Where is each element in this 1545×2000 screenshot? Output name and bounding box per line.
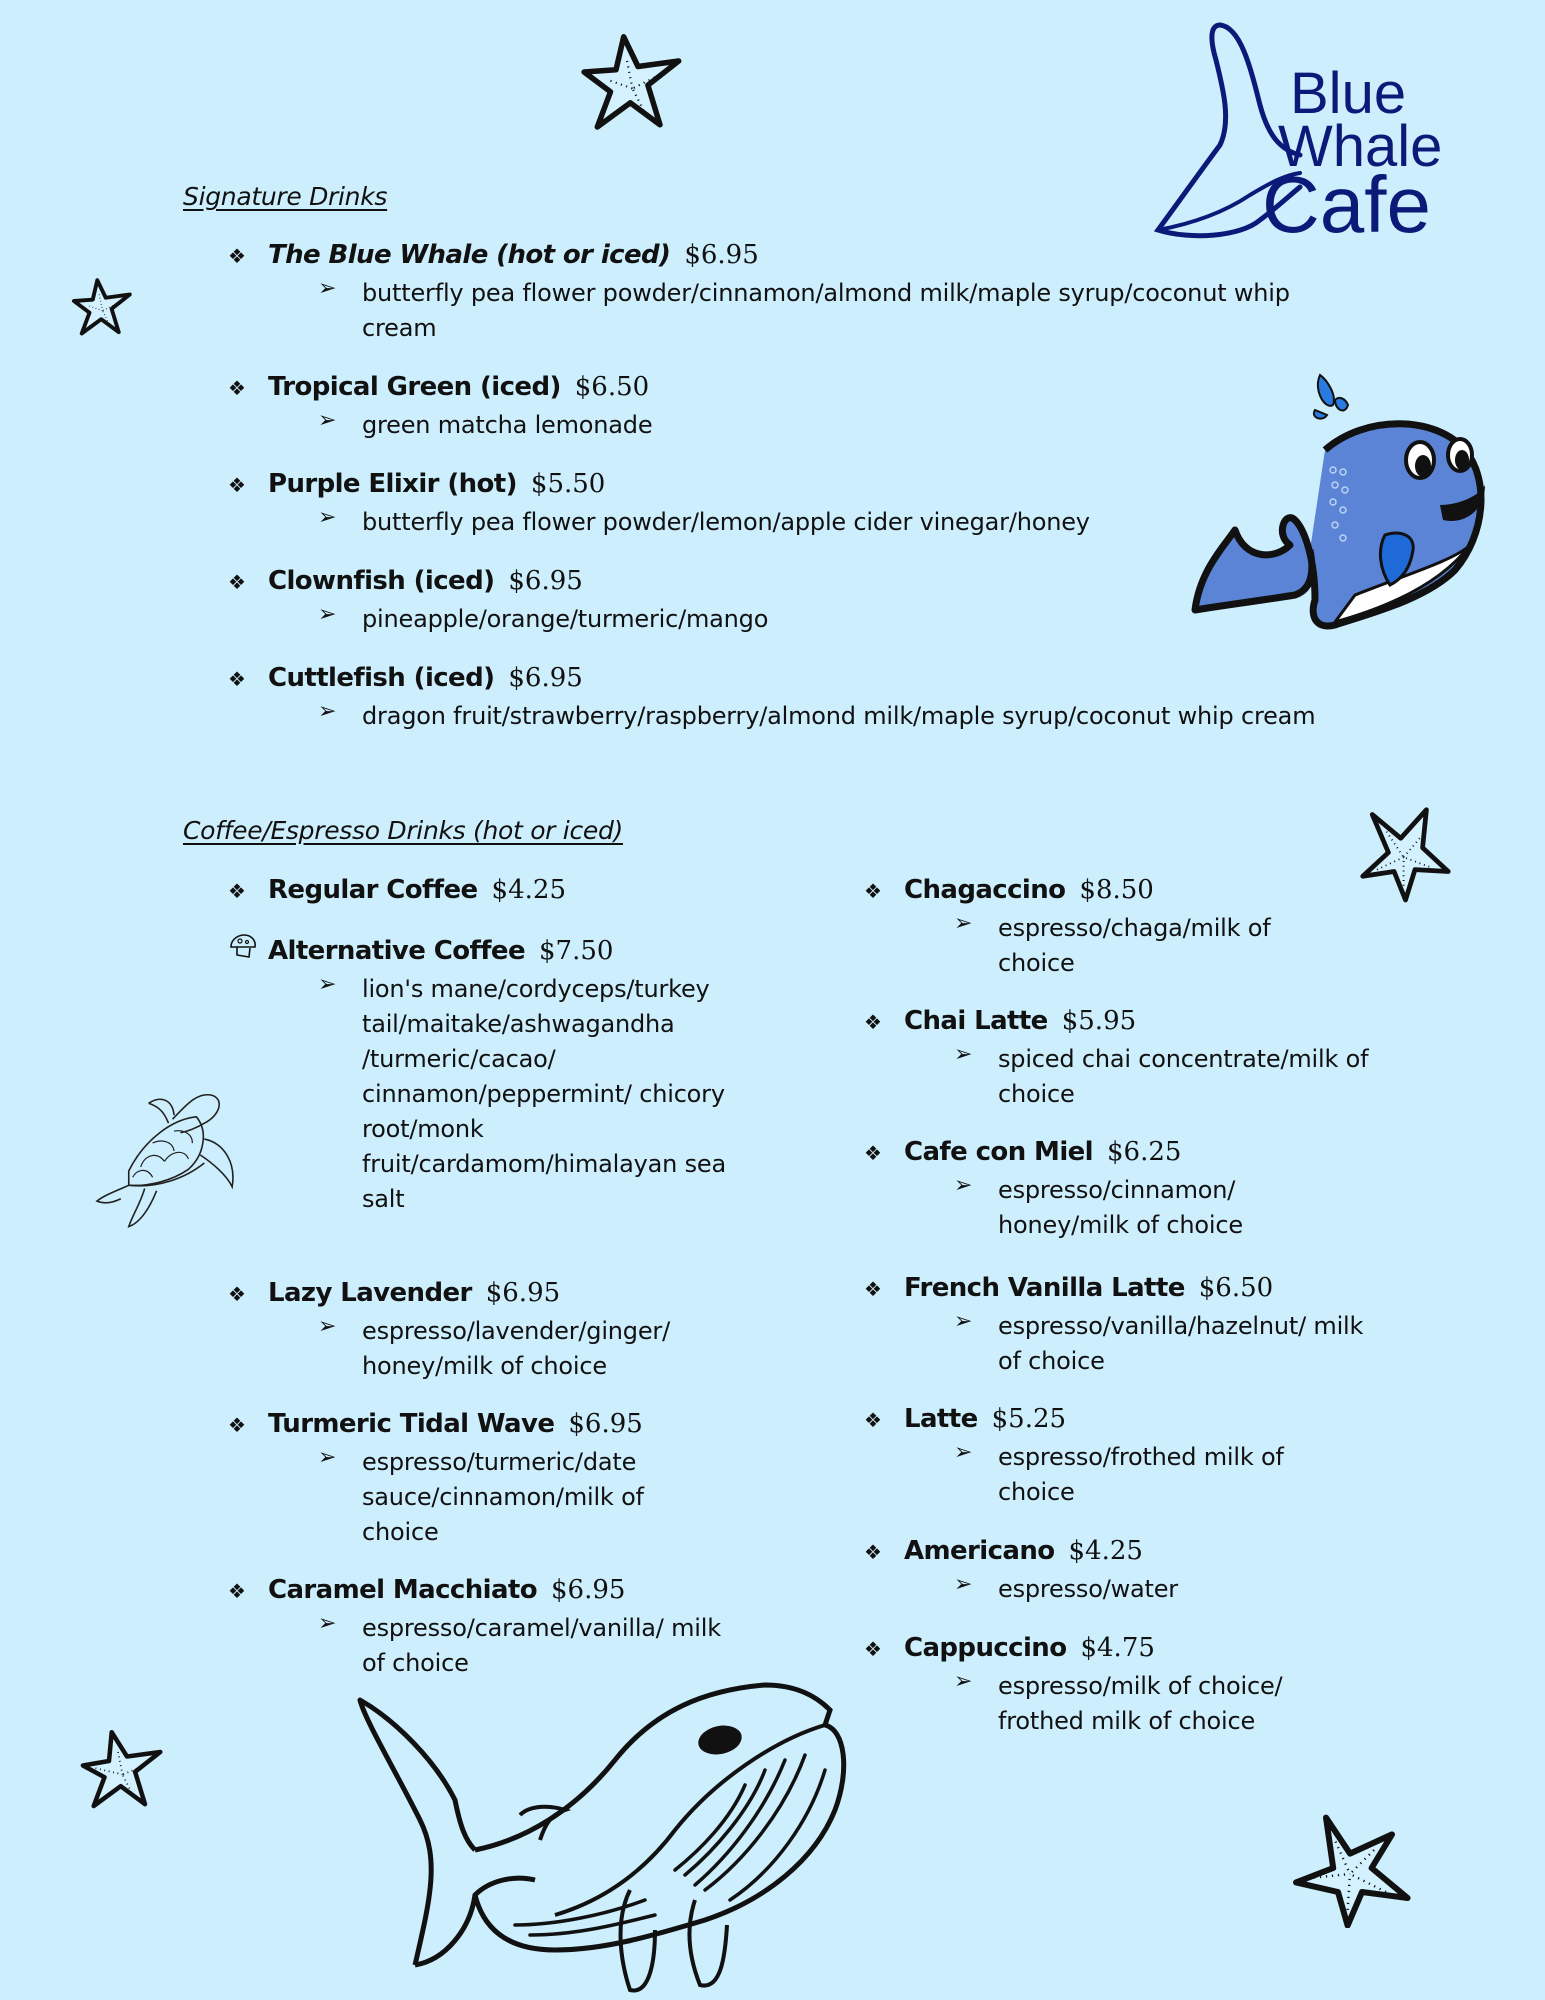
item-name: Regular Coffee xyxy=(268,875,478,905)
item-name: Clownfish (iced) xyxy=(268,566,495,596)
item-description: espresso/caramel/vanilla/ milk of choice xyxy=(362,1614,721,1677)
item-price: $6.50 xyxy=(574,372,650,402)
arrow-bullet-icon: ➢ xyxy=(318,1445,337,1470)
logo-line-whale: Whale xyxy=(1278,114,1443,179)
menu-item xyxy=(228,1409,788,1550)
item-price: $5.50 xyxy=(530,469,606,499)
diamond-bullet-icon: ❖ xyxy=(228,667,246,691)
arrow-bullet-icon: ➢ xyxy=(318,1611,337,1636)
item-name: Chai Latte xyxy=(904,1006,1048,1036)
item-description: espresso/lavender/ginger/ honey/milk of choice xyxy=(362,1317,670,1380)
diamond-bullet-icon: ❖ xyxy=(228,1413,246,1437)
item-description: espresso/water xyxy=(998,1575,1178,1603)
item-name: Lazy Lavender xyxy=(268,1278,472,1308)
item-description: butterfly pea flower powder/cinnamon/almond milk/maple syrup/coconut whip cream xyxy=(362,279,1290,342)
diamond-bullet-icon: ❖ xyxy=(228,376,246,400)
mushroom-icon xyxy=(228,933,268,964)
section-title-signature: Signature Drinks xyxy=(183,182,388,211)
menu-item xyxy=(228,875,788,905)
item-name: Cuttlefish (iced) xyxy=(268,663,495,693)
item-price: $4.25 xyxy=(491,875,566,905)
arrow-bullet-icon: ➢ xyxy=(318,1314,337,1339)
item-price: $4.75 xyxy=(1080,1633,1155,1663)
menu-item xyxy=(864,1536,1424,1607)
item-price: $6.25 xyxy=(1107,1137,1182,1167)
menu-item xyxy=(228,372,1228,443)
item-name: The Blue Whale (hot or iced) xyxy=(268,240,671,270)
item-price: $4.25 xyxy=(1068,1536,1143,1566)
arrow-bullet-icon: ➢ xyxy=(954,1173,973,1198)
item-name: Turmeric Tidal Wave xyxy=(268,1409,555,1439)
menu-item xyxy=(864,1633,1424,1739)
section-title-coffee: Coffee/Espresso Drinks (hot or iced) xyxy=(183,816,624,845)
diamond-bullet-icon: ❖ xyxy=(228,244,246,268)
item-price: $6.50 xyxy=(1198,1273,1274,1303)
item-description: espresso/frothed milk of choice xyxy=(998,1443,1284,1506)
menu-item xyxy=(864,1273,1424,1379)
menu-item xyxy=(228,240,1328,346)
line-whale-icon xyxy=(355,1660,895,2000)
arrow-bullet-icon: ➢ xyxy=(954,1572,973,1597)
menu-item xyxy=(228,1575,788,1681)
item-description: spiced chai concentrate/milk of choice xyxy=(998,1045,1369,1108)
arrow-bullet-icon: ➢ xyxy=(954,1440,973,1465)
menu-item xyxy=(864,875,1424,981)
diamond-bullet-icon: ❖ xyxy=(228,879,246,903)
item-name: Americano xyxy=(904,1536,1055,1566)
item-name: Tropical Green (iced) xyxy=(268,372,561,402)
diamond-bullet-icon: ❖ xyxy=(228,570,246,594)
logo-line-blue: Blue xyxy=(1290,61,1407,126)
diamond-bullet-icon: ❖ xyxy=(864,1540,882,1564)
arrow-bullet-icon: ➢ xyxy=(954,1309,973,1334)
item-name: Latte xyxy=(904,1404,978,1434)
arrow-bullet-icon: ➢ xyxy=(318,972,337,997)
menu-item xyxy=(864,1006,1424,1112)
diamond-bullet-icon: ❖ xyxy=(864,879,882,903)
diamond-bullet-icon: ❖ xyxy=(864,1141,882,1165)
item-description: pineapple/orange/turmeric/mango xyxy=(362,605,769,633)
diamond-bullet-icon: ❖ xyxy=(228,1579,246,1603)
item-name: Cafe con Miel xyxy=(904,1137,1093,1167)
diamond-bullet-icon: ❖ xyxy=(864,1277,882,1301)
menu-item xyxy=(228,933,788,1217)
item-description: butterfly pea flower powder/lemon/apple cider vinegar/honey xyxy=(362,508,1090,536)
arrow-bullet-icon: ➢ xyxy=(954,1669,973,1694)
starfish-icon xyxy=(575,28,690,138)
item-description: espresso/turmeric/date sauce/cinnamon/milk of choice xyxy=(362,1448,644,1546)
starfish-icon xyxy=(1285,1808,1415,1928)
item-price: $6.95 xyxy=(485,1278,561,1308)
arrow-bullet-icon: ➢ xyxy=(318,408,337,433)
arrow-bullet-icon: ➢ xyxy=(318,505,337,530)
item-name: Chagaccino xyxy=(904,875,1066,905)
menu-item xyxy=(228,663,1378,734)
menu-item xyxy=(864,1137,1424,1243)
item-name: Purple Elixir (hot) xyxy=(268,469,517,499)
item-description: dragon fruit/strawberry/raspberry/almond milk/maple syrup/coconut whip cream xyxy=(362,702,1316,730)
diamond-bullet-icon: ❖ xyxy=(864,1637,882,1661)
item-price: $7.50 xyxy=(538,936,614,966)
item-description: lion's mane/cordyceps/turkey tail/maitake/ashwagandha /turmeric/cacao/ cinnamon/peppermint/ chicory root/monk fruit/cardamom/himalayan sea salt xyxy=(362,975,726,1213)
arrow-bullet-icon: ➢ xyxy=(954,1042,973,1067)
item-description: espresso/cinnamon/ honey/milk of choice xyxy=(998,1176,1243,1239)
item-name: French Vanilla Latte xyxy=(904,1273,1185,1303)
item-price: $6.95 xyxy=(684,240,759,270)
starfish-icon xyxy=(70,275,135,340)
menu-item xyxy=(228,1278,788,1384)
menu-item xyxy=(864,1404,1424,1510)
item-description: espresso/milk of choice/ frothed milk of choice xyxy=(998,1672,1283,1735)
item-price: $6.95 xyxy=(508,663,583,693)
item-price: $8.50 xyxy=(1079,875,1154,905)
item-name: Cappuccino xyxy=(904,1633,1067,1663)
logo-line-cafe: Cafe xyxy=(1262,160,1431,249)
item-price: $6.95 xyxy=(550,1575,626,1605)
item-price: $5.25 xyxy=(991,1404,1067,1434)
menu-item xyxy=(228,566,1228,637)
arrow-bullet-icon: ➢ xyxy=(954,911,973,936)
item-price: $6.95 xyxy=(568,1409,643,1439)
arrow-bullet-icon: ➢ xyxy=(318,602,337,627)
diamond-bullet-icon: ❖ xyxy=(228,1282,246,1306)
diamond-bullet-icon: ❖ xyxy=(864,1010,882,1034)
item-price: $5.95 xyxy=(1061,1006,1137,1036)
diamond-bullet-icon: ❖ xyxy=(864,1408,882,1432)
item-description: espresso/chaga/milk of choice xyxy=(998,914,1271,977)
arrow-bullet-icon: ➢ xyxy=(318,699,337,724)
cafe-logo xyxy=(1150,15,1480,255)
item-name: Caramel Macchiato xyxy=(268,1575,537,1605)
diamond-bullet-icon: ❖ xyxy=(228,473,246,497)
menu-item xyxy=(228,469,1228,540)
item-name: Alternative Coffee xyxy=(268,936,525,966)
item-description: green matcha lemonade xyxy=(362,411,653,439)
arrow-bullet-icon: ➢ xyxy=(318,276,337,301)
cartoon-whale-icon xyxy=(1185,360,1500,640)
item-description: espresso/vanilla/hazelnut/ milk of choice xyxy=(998,1312,1364,1375)
item-price: $6.95 xyxy=(508,566,583,596)
starfish-icon xyxy=(75,1725,170,1815)
